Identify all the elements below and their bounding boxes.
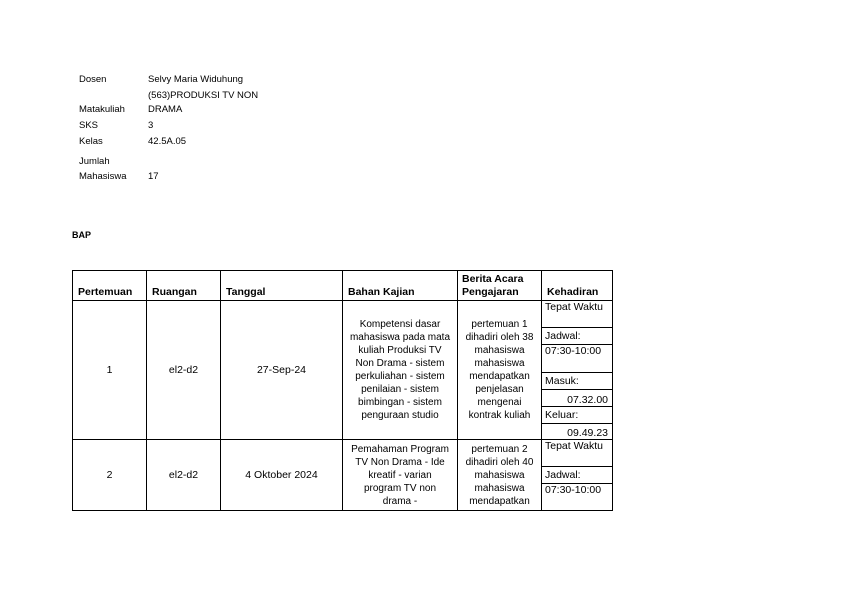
berita-cell: pertemuan 2 dihadiri oleh 40 mahasiswa mahasiswa mendapatkan [458,440,542,511]
header-tanggal: Tanggal [221,271,343,301]
table-row [73,301,613,328]
jadwal-value: 07:30-10:00 [542,484,613,511]
sks-value: 3 [148,120,154,131]
tanggal-cell: 27-Sep-24 [221,301,343,440]
ruangan-cell: el2-d2 [147,301,221,440]
jadwal-label: Jadwal: [542,328,613,345]
jumlah-label-2: Mahasiswa [79,171,127,182]
kelas-value: 42.5A.05 [148,136,187,147]
table-row [73,440,613,467]
ruangan-cell: el2-d2 [147,440,221,511]
keluar-value: 09.49.23 [542,424,613,440]
status-cell: Tepat Waktu [542,440,613,467]
berita-cell: pertemuan 1 dihadiri oleh 38 mahasiswa mahasiswa mendapatkan penjelasan mengenai kontrak kuliah [458,301,542,440]
header-kehadiran: Kehadiran [542,271,613,301]
bahan-cell: Kompetensi dasar mahasiswa pada mata kuliah Produksi TV Non Drama - sistem perkuliahan - sistem penilaian - sistem bimbingan - sistem penguraan studio [343,301,458,440]
masuk-value: 07.32.00 [542,390,613,407]
masuk-label: Masuk: [542,373,613,390]
dosen-value: Selvy Maria Widuhung [148,74,244,85]
header-pertemuan: Pertemuan [73,271,147,301]
section-title: BAP [72,230,92,240]
pertemuan-cell: 2 [73,440,147,511]
dosen-label: Dosen [79,74,107,85]
pertemuan-cell: 1 [73,301,147,440]
jumlah-label-1: Jumlah [79,156,110,167]
jadwal-label: Jadwal: [542,467,613,484]
sks-label: SKS [79,120,99,131]
keluar-label: Keluar: [542,407,613,424]
header-bahan: Bahan Kajian [343,271,458,301]
matakuliah-label: Matakuliah [79,104,125,115]
status-cell: Tepat Waktu [542,301,613,328]
bahan-cell: Pemahaman Program TV Non Drama - Ide kreatif - varian program TV non drama - [343,440,458,511]
header-ruangan: Ruangan [147,271,221,301]
kelas-label: Kelas [79,136,103,147]
table-header-row [73,271,613,301]
tanggal-cell: 4 Oktober 2024 [221,440,343,511]
jadwal-value: 07:30-10:00 [542,345,613,373]
jumlah-value: 17 [148,171,159,182]
bap-table [72,270,613,511]
matakuliah-value: DRAMA [148,104,183,115]
header-berita: Berita Acara Pengajaran [458,271,542,301]
course-code: (563)PRODUKSI TV NON [148,90,259,101]
